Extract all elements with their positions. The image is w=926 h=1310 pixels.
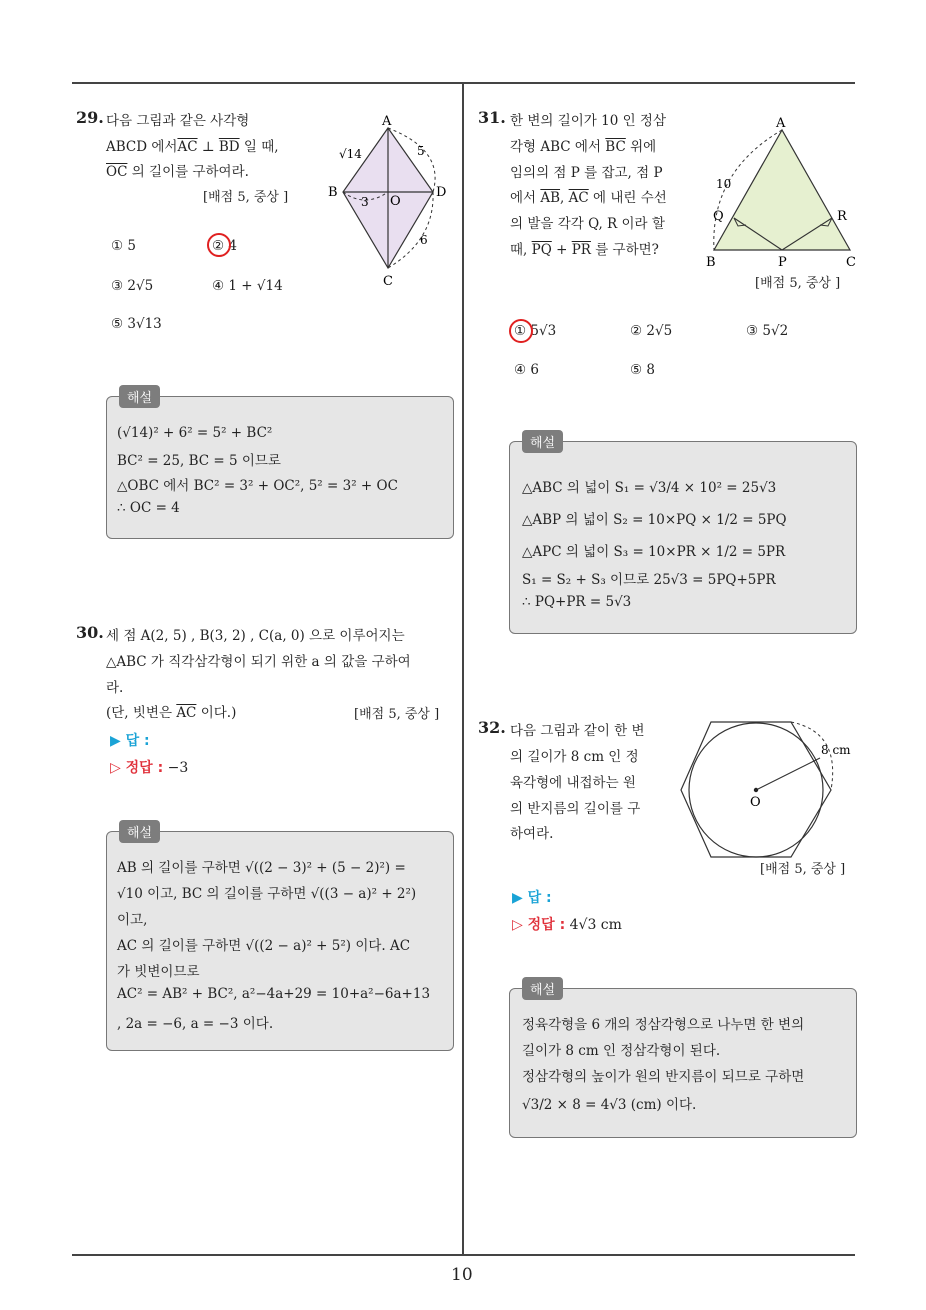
q29-explanation-box	[106, 391, 454, 539]
q29-meta: [배점 5, 중상 ]	[203, 190, 289, 205]
q31-label-Q: Q	[713, 209, 724, 224]
q31-choice-1[interactable]: ① 5√3	[514, 323, 557, 339]
q31-label-B: B	[706, 255, 716, 270]
q29-expl-line-3: △OBC 에서 BC² = 3² + OC², 5² = 3² + OC	[117, 478, 398, 494]
q30-correct-answer: ▷ 정답 : −3	[110, 760, 189, 776]
q32-expl-line-2: 길이가 8 cm 인 정삼각형이 된다.	[522, 1043, 721, 1059]
q29-label-C: C	[383, 274, 393, 289]
bottom-rule	[72, 1254, 855, 1256]
q30-number: 30.	[76, 623, 104, 642]
q30-expl-line-7: , 2a = −6, a = −3 이다.	[117, 1016, 274, 1032]
q29-label-D: D	[436, 185, 447, 200]
q31-expl-line-5: ∴ PQ+PR = 5√3	[522, 594, 632, 610]
q30-explanation-box	[106, 826, 454, 1051]
q29-expl-line-1: (√14)² + 6² = 5² + BC²	[117, 425, 273, 441]
q29-expl-line-2: BC² = 25, BC = 5 이므로	[117, 453, 281, 469]
q32-text-5: 하여라.	[510, 826, 554, 842]
q30-text-4: (단, 빗변은 $\overline{AC}$ 이다.)	[106, 705, 237, 721]
q29-text-2: ABCD 에서$\overline{AC}$ ⊥ $\overline{BD}$ 일 때,	[106, 139, 279, 155]
q32-figure	[676, 712, 856, 862]
q30-expl-line-2: √10 이고, BC 의 길이를 구하면 √((3 − a)² + 2²)	[117, 886, 417, 902]
q29-label-6: 6	[420, 233, 428, 247]
q32-correct-answer: ▷ 정답 : 4√3 cm	[512, 917, 622, 933]
q31-label-C: C	[846, 255, 856, 270]
q31-number: 31.	[478, 108, 506, 127]
q29-label-O: O	[390, 194, 401, 209]
q31-choice-3[interactable]: ③ 5√2	[746, 323, 789, 339]
q31-text-5: 의 발을 각각 Q, R 이라 할	[510, 216, 665, 232]
q31-label-A: A	[776, 116, 786, 131]
q29-label-3: 3	[361, 195, 369, 209]
q29-label-B: B	[328, 185, 338, 200]
top-rule	[72, 82, 855, 84]
q29-text-1: 다음 그림과 같은 사각형	[106, 113, 250, 129]
q29-text-3: $\overline{OC}$ 의 길이를 구하여라.	[106, 164, 249, 180]
page-number: 10	[451, 1265, 473, 1285]
column-divider	[462, 83, 464, 1255]
q29-choice-4[interactable]: ④ 1 + √14	[212, 278, 283, 294]
q32-label-O: O	[750, 795, 761, 810]
q30-text-3: 라.	[106, 680, 124, 696]
q30-meta: [배점 5, 중상 ]	[354, 707, 440, 722]
q31-expl-line-2: △ABP 의 넓이 S₂ = 10×PQ × 1/2 = 5PQ	[522, 512, 787, 528]
q31-choice-5[interactable]: ⑤ 8	[630, 362, 655, 378]
q30-expl-line-5: 가 빗변이므로	[117, 964, 200, 980]
q32-explanation-box	[509, 983, 857, 1138]
q29-choice-1[interactable]: ① 5	[111, 238, 136, 254]
q29-choice-5[interactable]: ⑤ 3√13	[111, 316, 162, 332]
q32-expl-line-3: 정삼각형의 높이가 원의 반지름이 되므로 구하면	[522, 1069, 805, 1085]
q31-text-1: 한 변의 길이가 10 인 정삼	[510, 113, 667, 129]
q31-text-2: 각형 ABC 에서 $\overline{BC}$ 위에	[510, 139, 657, 155]
q31-expl-line-4: S₁ = S₂ + S₃ 이므로 25√3 = 5PQ+5PR	[522, 572, 776, 588]
q31-text-6: 때, $\overline{PQ} + \overline{PR}$ 를 구하면?	[510, 242, 659, 258]
q32-answer-label: ▶ 답 :	[512, 890, 552, 906]
q31-choice-4[interactable]: ④ 6	[514, 362, 539, 378]
q32-explanation-title: 해설	[522, 977, 563, 1000]
q32-number: 32.	[478, 718, 506, 737]
q32-text-4: 의 반지름의 길이를 구	[510, 801, 641, 817]
q30-expl-line-6: AC² = AB² + BC², a²−4a+29 = 10+a²−6a+13	[117, 986, 431, 1002]
q32-text-3: 육각형에 내접하는 원	[510, 775, 636, 791]
q32-text-2: 의 길이가 8 cm 인 정	[510, 749, 639, 765]
q29-label-sqrt14: √14	[339, 147, 362, 161]
q32-expl-line-4: √3/2 × 8 = 4√3 (cm) 이다.	[522, 1097, 697, 1113]
q29-choice-2[interactable]: ② 4	[212, 238, 237, 254]
q30-expl-line-1: AB 의 길이를 구하면 √((2 − 3)² + (5 − 2)²) =	[117, 860, 406, 876]
q29-choice-3[interactable]: ③ 2√5	[111, 278, 154, 294]
q31-text-4: 에서 $\overline{AB}$, $\overline{AC}$ 에 내린 수선	[510, 190, 667, 206]
q30-text-1: 세 점 A(2, 5) , B(3, 2) , C(a, 0) 으로 이루어지는	[106, 628, 405, 644]
q31-explanation-title: 해설	[522, 430, 563, 453]
q30-answer-label: ▶ 답 :	[110, 733, 150, 749]
q31-selected-circle	[506, 316, 538, 346]
q31-label-10: 10	[716, 177, 732, 191]
q29-explanation-title: 해설	[119, 385, 160, 408]
q29-label-5: 5	[417, 144, 425, 158]
q29-figure	[325, 110, 455, 290]
q31-label-R: R	[837, 209, 847, 224]
q30-explanation-title: 해설	[119, 820, 160, 843]
q32-text-1: 다음 그림과 같이 한 변	[510, 723, 645, 739]
q30-expl-line-3: 이고,	[117, 912, 148, 928]
q31-expl-line-1: △ABC 의 넓이 S₁ = √3/4 × 10² = 25√3	[522, 480, 777, 496]
q30-text-2: △ABC 가 직각삼각형이 되기 위한 a 의 값을 구하여	[106, 654, 411, 670]
q31-text-3: 임의의 점 P 를 잡고, 점 P	[510, 165, 663, 181]
q32-label-8cm: 8 cm	[821, 743, 851, 757]
q29-number: 29.	[76, 108, 104, 127]
q32-meta: [배점 5, 중상 ]	[760, 862, 846, 877]
q29-expl-line-4: ∴ OC = 4	[117, 500, 180, 516]
q31-meta: [배점 5, 중상 ]	[755, 276, 841, 291]
q31-figure	[700, 112, 865, 272]
q31-explanation-box	[509, 436, 857, 634]
q31-label-P: P	[778, 255, 787, 270]
q30-expl-line-4: AC 의 길이를 구하면 √((2 − a)² + 5²) 이다. AC	[117, 938, 411, 954]
q29-label-A: A	[382, 114, 392, 129]
q29-selected-circle	[204, 230, 236, 260]
q31-expl-line-3: △APC 의 넓이 S₃ = 10×PR × 1/2 = 5PR	[522, 544, 786, 560]
q32-expl-line-1: 정육각형을 6 개의 정삼각형으로 나누면 한 변의	[522, 1017, 805, 1033]
q31-choice-2[interactable]: ② 2√5	[630, 323, 673, 339]
